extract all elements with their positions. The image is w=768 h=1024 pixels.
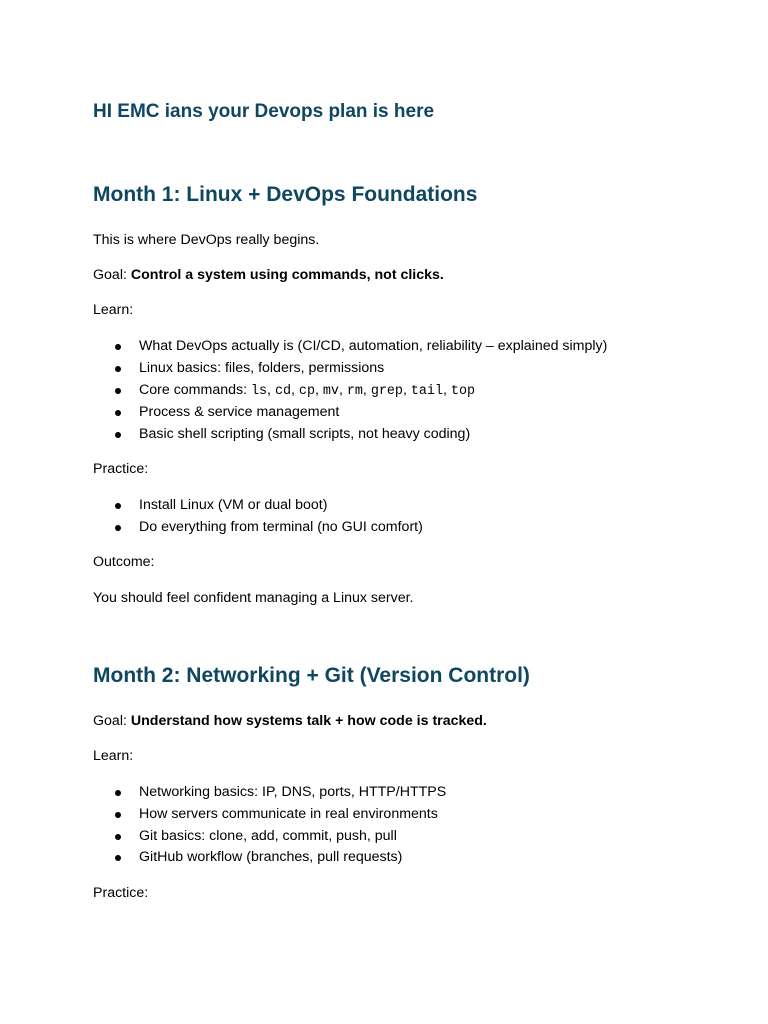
bullet-icon [115, 790, 121, 796]
bullet-icon [115, 812, 121, 818]
bullet-icon [115, 525, 121, 531]
command-ls: ls [250, 383, 268, 399]
bullet-icon [115, 388, 121, 394]
month2-learn-label: Learn: [93, 748, 134, 764]
list-item: Linux basics: files, folders, permissions [93, 358, 607, 380]
bullet-icon [115, 410, 121, 416]
month1-practice-label: Practice: [93, 461, 149, 477]
month2-goal-text: Understand how systems talk + how code is tracked. [130, 713, 487, 729]
month1-practice-list [93, 495, 423, 539]
command-cd: cd [274, 383, 292, 399]
month1-goal-text: Control a system using commands, not clicks. [130, 267, 444, 283]
month1-learn-list [93, 336, 607, 446]
month1-outcome-text: You should feel confident managing a Linux server. [93, 590, 414, 606]
bullet-icon [115, 855, 121, 861]
bullet-icon [115, 344, 121, 350]
list-item: Do everything from terminal (no GUI comfort) [93, 517, 423, 539]
month1-heading: Month 1: Linux + DevOps Foundations [93, 183, 478, 206]
month2-learn-list [93, 782, 446, 869]
month1-outcome-label: Outcome: [93, 554, 155, 570]
month1-tagline: This is where DevOps really begins. [93, 232, 320, 248]
bullet-icon [115, 503, 121, 509]
bullet-icon [115, 432, 121, 438]
list-item: Process & service management [93, 402, 607, 424]
command-grep: grep [370, 383, 403, 399]
month2-practice-label: Practice: [93, 885, 149, 901]
list-item: How servers communicate in real environments [93, 804, 446, 826]
list-item: Install Linux (VM or dual boot) [93, 495, 423, 517]
list-item: Networking basics: IP, DNS, ports, HTTP/HTTPS [93, 782, 446, 804]
intro-heading: HI EMC ians your Devops plan is here [93, 101, 435, 122]
month2-heading: Month 2: Networking + Git (Version Control) [93, 664, 530, 687]
month2-goal-label: Goal: [93, 713, 127, 729]
month2-goal [93, 711, 487, 731]
command-tail: tail [410, 383, 444, 399]
bullet-icon [115, 366, 121, 372]
month1-goal [93, 265, 444, 285]
list-item: Core commands: ls, cd, cp, mv, rm, grep, tail, top [93, 380, 607, 403]
command-mv: mv [322, 383, 339, 399]
bullet-icon [115, 834, 121, 840]
command-top: top [450, 383, 476, 399]
list-item: Git basics: clone, add, commit, push, pull [93, 826, 446, 848]
list-item: What DevOps actually is (CI/CD, automation, reliability – explained simply) [93, 336, 607, 358]
list-item: Basic shell scripting (small scripts, not heavy coding) [93, 424, 607, 446]
command-cp: cp [298, 383, 315, 399]
month1-learn-label: Learn: [93, 302, 134, 318]
list-item: GitHub workflow (branches, pull requests) [93, 847, 446, 869]
month1-goal-label: Goal: [93, 267, 127, 283]
command-rm: rm [346, 383, 363, 399]
